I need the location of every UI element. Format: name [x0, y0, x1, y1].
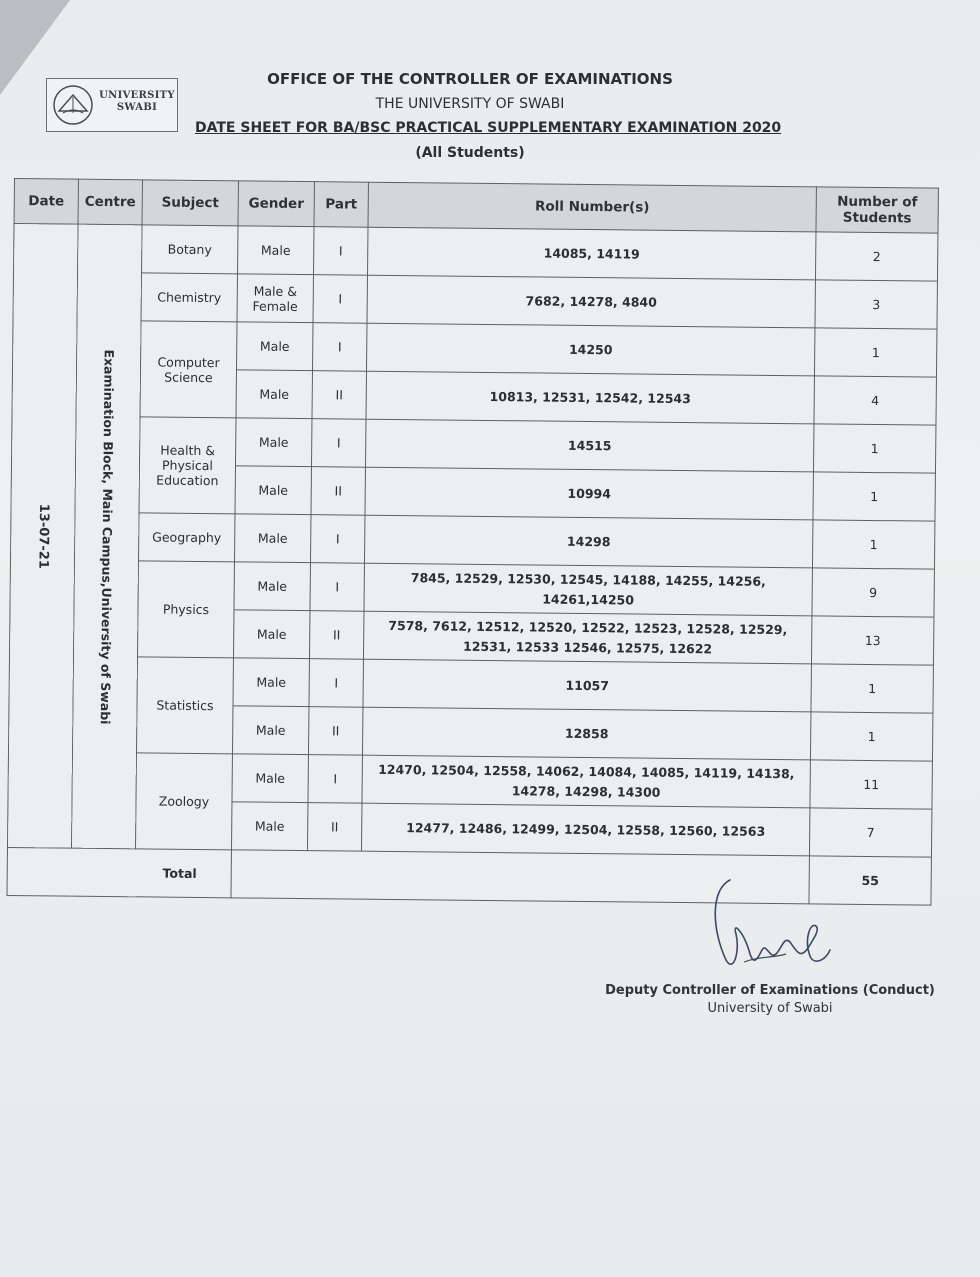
gender-cell: Male — [233, 658, 309, 707]
gender-cell: Male — [232, 754, 308, 803]
gender-cell: Male — [236, 370, 312, 419]
signatory-designation: Deputy Controller of Examinations (Conduct) — [605, 983, 935, 998]
exam-centre: Examination Block, Main Campus,University of Swabi — [97, 348, 117, 725]
student-count-cell: 1 — [811, 664, 933, 713]
student-count-cell: 7 — [809, 808, 931, 857]
subject-cell: Geography — [138, 513, 234, 562]
table-row — [8, 751, 932, 809]
part-cell: I — [308, 755, 362, 804]
part-cell: I — [310, 515, 364, 564]
exam-date: 13-07-21 — [34, 503, 51, 569]
col-part: Part — [314, 182, 368, 228]
part-cell: II — [312, 371, 366, 420]
col-subject: Subject — [142, 180, 238, 226]
roll-numbers-cell: 14298 — [364, 515, 812, 568]
gender-cell: Male — [238, 226, 314, 275]
logo-line-2: SWABI — [116, 102, 158, 113]
student-count-cell: 11 — [810, 760, 932, 809]
student-count-cell: 1 — [813, 472, 935, 521]
table-row — [9, 655, 933, 713]
student-count-cell: 4 — [814, 376, 936, 425]
logo-text — [99, 90, 175, 114]
roll-numbers-cell: 12858 — [362, 707, 810, 760]
table-row — [10, 559, 934, 617]
date-sheet-table — [6, 178, 938, 906]
col-roll-numbers: Roll Number(s) — [368, 182, 816, 232]
subject-cell: Physics — [137, 561, 234, 658]
roll-numbers-cell: 10813, 12531, 12542, 12543 — [366, 371, 814, 424]
date-sheet-title: DATE SHEET FOR BA/BSC PRACTICAL SUPPLEMENTARY EXAMINATION 2020 — [195, 120, 782, 136]
signatory-institution: University of Swabi — [707, 1001, 833, 1016]
roll-numbers-cell: 12470, 12504, 12558, 14062, 14084, 14085, 14119, 14138, 14278, 14298, 14300 — [362, 755, 810, 808]
date-sheet-subtitle: (All Students) — [415, 145, 525, 161]
subject-cell: Zoology — [135, 753, 232, 850]
gender-cell: Male — [232, 706, 308, 755]
part-cell: I — [313, 275, 367, 324]
roll-numbers-cell: 10994 — [365, 467, 813, 520]
roll-numbers-cell: 14515 — [365, 419, 813, 472]
col-number-of-students: Number of Students — [816, 187, 938, 233]
gender-cell: Male — [237, 322, 313, 371]
student-count-cell: 1 — [813, 424, 935, 473]
gender-cell: Male — [234, 562, 310, 611]
subject-cell: Health & Physical Education — [139, 417, 236, 514]
col-gender: Gender — [238, 181, 314, 227]
roll-numbers-cell: 14250 — [366, 323, 814, 376]
date-cell — [7, 224, 78, 849]
roll-numbers-cell: 11057 — [363, 659, 811, 712]
office-heading: OFFICE OF THE CONTROLLER OF EXAMINATIONS — [267, 70, 673, 88]
gender-cell: Male — [235, 466, 311, 515]
roll-numbers-cell: 12477, 12486, 12499, 12504, 12558, 12560, 12563 — [361, 803, 809, 856]
table-row — [12, 415, 936, 473]
subject-cell: Botany — [142, 225, 238, 274]
part-cell: II — [307, 803, 361, 852]
gender-cell: Male — [233, 610, 309, 659]
part-cell: II — [311, 467, 365, 516]
gender-cell: Male — [231, 802, 307, 851]
total-label: Total — [7, 847, 231, 897]
university-emblem-icon — [51, 83, 95, 127]
table-row — [13, 319, 937, 377]
gender-cell: Male — [234, 514, 310, 563]
student-count-cell: 2 — [815, 232, 937, 281]
roll-numbers-cell: 7682, 14278, 4840 — [367, 275, 815, 328]
subject-cell: Chemistry — [141, 273, 237, 322]
university-heading: THE UNIVERSITY OF SWABI — [375, 96, 565, 112]
col-centre: Centre — [78, 179, 142, 225]
gender-cell: Male & Female — [237, 274, 313, 323]
part-cell: I — [314, 227, 368, 276]
part-cell: II — [308, 707, 362, 756]
centre-cell — [71, 224, 142, 849]
roll-numbers-cell: 7578, 7612, 12512, 12520, 12522, 12523, 12528, 12529, 12531, 12533 12546, 12575, 12622 — [363, 611, 811, 664]
part-cell: II — [309, 611, 363, 660]
part-cell: I — [309, 659, 363, 708]
total-value: 55 — [809, 856, 931, 905]
part-cell: I — [310, 563, 364, 612]
col-date: Date — [14, 179, 78, 225]
student-count-cell: 3 — [815, 280, 937, 329]
logo-line-1: UNIVERSITY — [99, 90, 175, 101]
student-count-cell: 1 — [810, 712, 932, 761]
gender-cell: Male — [235, 418, 311, 467]
roll-numbers-cell: 14085, 14119 — [368, 227, 816, 280]
part-cell: I — [312, 323, 366, 372]
student-count-cell: 1 — [814, 328, 936, 377]
university-logo — [46, 78, 178, 132]
roll-numbers-cell: 7845, 12529, 12530, 12545, 14188, 14255, 14256, 14261,14250 — [364, 563, 812, 616]
part-cell: I — [311, 419, 365, 468]
signature-mark — [700, 870, 840, 990]
student-count-cell: 9 — [812, 568, 934, 617]
student-count-cell: 13 — [811, 616, 933, 665]
subject-cell: Statistics — [136, 657, 233, 754]
subject-cell: Computer Science — [140, 321, 237, 418]
student-count-cell: 1 — [812, 520, 934, 569]
